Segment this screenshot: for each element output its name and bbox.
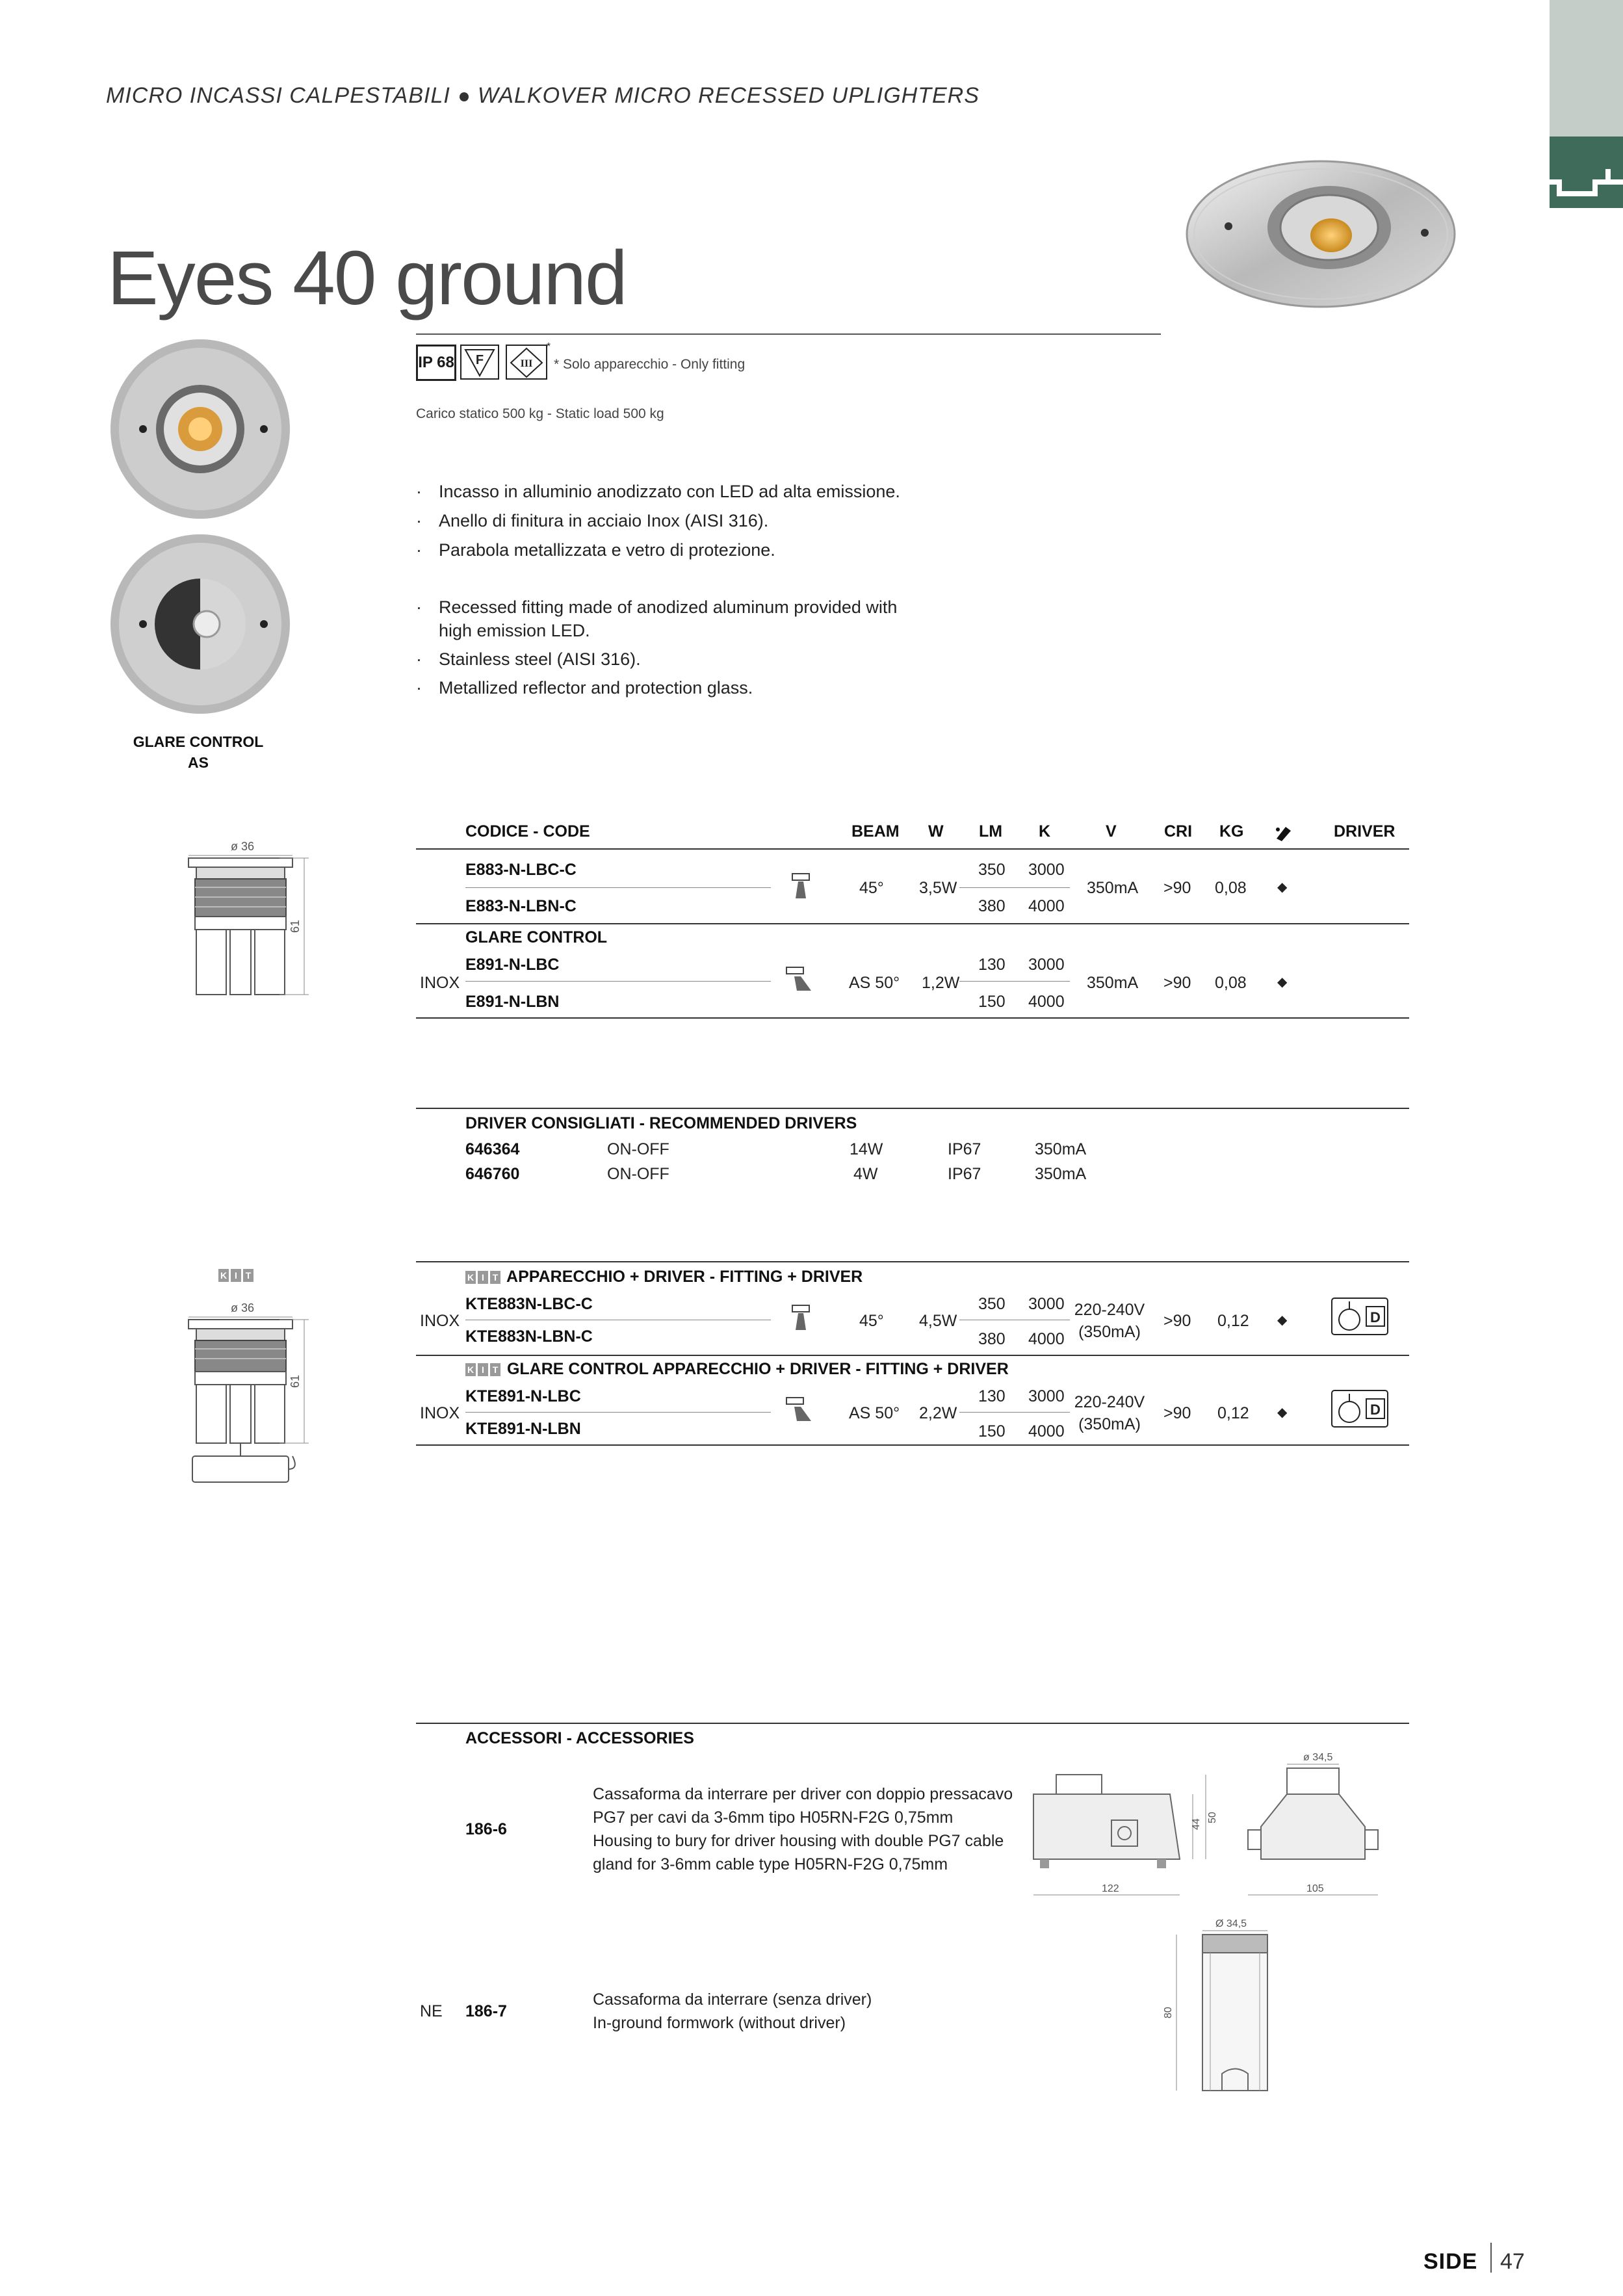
row-split-4 [959, 981, 1070, 982]
code-e883-lbc: E883-N-LBC-C [465, 861, 577, 879]
kit-glare-heading-text: GLARE CONTROL APPARECCHIO + DRIVER - FITTING + DRIVER [506, 1360, 1009, 1378]
bullet-en-3: · Metallized reflector and protection glass. [416, 678, 753, 698]
kit-group-rule [416, 1355, 1409, 1356]
code-kte891-lbn: KTE891-N-LBN [465, 1420, 581, 1438]
lm-380: 380 [978, 897, 1006, 915]
recessed-light-icon [1550, 137, 1623, 208]
kit-k-3000-b: 3000 [1028, 1387, 1065, 1405]
kit-row-split-4 [959, 1412, 1070, 1413]
kit-glare-k: K [465, 1363, 476, 1376]
kit-glare-t: T [490, 1363, 500, 1376]
acc-desc-186-7-l1: Cassaforma da interrare (senza driver) [593, 1990, 872, 2009]
cri-90-b: >90 [1163, 974, 1191, 992]
kit-beam-spot-icon [790, 1304, 812, 1333]
col-beam: BEAM [851, 822, 900, 841]
watt-12: 1,2W [922, 974, 960, 992]
cert-note: * Solo apparecchio - Only fitting [554, 357, 746, 372]
bullet-it-1: · Incasso in alluminio anodizzato con LED ad alta emissione. [416, 482, 900, 501]
accessories-heading: ACCESSORI - ACCESSORIES [465, 1729, 694, 1747]
page-number: 47 [1500, 2249, 1525, 2274]
kit-kg-012-b: 0,12 [1217, 1404, 1249, 1422]
driver-code-1: 646364 [465, 1140, 520, 1158]
kit-k-4000-b: 4000 [1028, 1422, 1065, 1441]
kit-lm-130: 130 [978, 1387, 1006, 1405]
kit-top-rule [416, 1261, 1409, 1262]
watt-35: 3,5W [919, 879, 957, 897]
lm-130: 130 [978, 956, 1006, 974]
k-3000: 3000 [1028, 861, 1065, 879]
kit-beam-as50: AS 50° [849, 1404, 900, 1422]
acc-finish-ne: NE [420, 2002, 443, 2020]
kit-cri-90-b: >90 [1163, 1404, 1191, 1422]
bullet-it-3: · Parabola metallizzata e vetro di protezione. [416, 540, 775, 560]
bullet-it-2-text: Anello di finitura in acciaio Inox (AISI 316). [439, 511, 769, 530]
acc-desc-186-7 [593, 1988, 872, 2035]
code-kte883-lbc: KTE883N-LBC-C [465, 1295, 593, 1313]
lm-150: 150 [978, 993, 1006, 1011]
section-header-it: MICRO INCASSI CALPESTABILI [106, 83, 450, 108]
section-header-en: WALKOVER MICRO RECESSED UPLIGHTERS [477, 83, 980, 108]
product-photo [1183, 150, 1462, 319]
dimmable-mark-b: ◆ [1277, 975, 1288, 989]
v-350ma-b: 350mA [1087, 974, 1139, 992]
driver-badge-1: D [1370, 1309, 1381, 1325]
brand-footer: SIDE [1423, 2249, 1478, 2274]
drawing-height: 61 [289, 919, 302, 933]
driver-included-icon-b [1331, 1390, 1390, 1429]
kit-lm-150: 150 [978, 1422, 1006, 1441]
driver-code-2: 646760 [465, 1165, 520, 1183]
kit-lm-350: 350 [978, 1295, 1006, 1313]
separator-dot-icon [460, 92, 469, 101]
kit-heading-t: T [490, 1271, 500, 1284]
col-k: K [1039, 822, 1051, 841]
k-4000-b: 4000 [1028, 993, 1065, 1011]
bullet-en-1-text: Recessed fitting made of anodized aluminum provided with [439, 597, 898, 617]
kit-beam-asym-icon [785, 1396, 814, 1425]
kit-k-3000: 3000 [1028, 1295, 1065, 1313]
driver-included-icon [1331, 1298, 1390, 1337]
kit-heading [465, 1268, 863, 1286]
kit-lm-380: 380 [978, 1330, 1006, 1348]
code-e891-lbc: E891-N-LBC [465, 956, 560, 974]
table1-header-rule [416, 848, 1409, 850]
driver-ma-2: 350mA [1035, 1165, 1087, 1183]
glare-control-photo [109, 533, 291, 715]
bullet-en-1: · Recessed fitting made of anodized aluminum provided with high emission LED. [416, 597, 898, 640]
k-4000: 4000 [1028, 897, 1065, 915]
kit-heading-k: K [465, 1271, 476, 1284]
driver-type-1: ON-OFF [607, 1140, 669, 1158]
driver-ip-1: IP67 [948, 1140, 981, 1158]
col-code: CODICE - CODE [465, 822, 590, 841]
glare-label-line1: GLARE CONTROL [133, 733, 264, 750]
acc-code-186-6: 186-6 [465, 1820, 507, 1838]
kit-heading-i: I [478, 1271, 488, 1284]
acc-desc-186-6-l4: gland for 3-6mm cable type H05RN-F2G 0,75mm [593, 1855, 948, 1873]
drivers-heading: DRIVER CONSIGLIATI - RECOMMENDED DRIVERS [465, 1114, 857, 1132]
acc-dim-d2: Ø 34,5 [1215, 1918, 1247, 1929]
acc-dim-h1: 44 [1191, 1818, 1202, 1830]
kg-008: 0,08 [1215, 879, 1247, 897]
driver-w-2: 4W [853, 1165, 878, 1183]
lm-350: 350 [978, 861, 1006, 879]
beam-asym-icon [785, 966, 814, 995]
k-3000-b: 3000 [1028, 956, 1065, 974]
bullet-it-2: · Anello di finitura in acciaio Inox (AISI 316). [416, 511, 769, 530]
f-mark-icon [460, 345, 499, 380]
col-cri: CRI [1164, 822, 1193, 841]
acc-desc-186-6 [593, 1782, 1013, 1876]
bullet-en-3-text: Metallized reflector and protection glass. [439, 678, 753, 698]
technical-drawing [175, 839, 318, 1014]
acc-dim-h3: 80 [1163, 2007, 1174, 2018]
kit-voltage-b [1074, 1391, 1145, 1435]
class-iii-icon [506, 341, 552, 380]
bullet-en-1-cont: high emission LED. [439, 621, 590, 640]
kit-voltage-line1: 220-240V [1074, 1301, 1145, 1319]
acc-code-186-7: 186-7 [465, 2002, 507, 2020]
row-split-3 [465, 981, 771, 982]
beam-spot-icon [790, 872, 812, 901]
ip68-icon: IP 68 [416, 345, 456, 381]
glare-label-line2: AS [188, 754, 209, 771]
col-driver: DRIVER [1334, 822, 1396, 841]
kit-i: I [231, 1269, 241, 1282]
driver-ip-2: IP67 [948, 1165, 981, 1183]
acc-dim-l2: 105 [1306, 1883, 1324, 1894]
finish-inox: INOX [420, 974, 460, 992]
bullets-it [416, 477, 900, 565]
code-e891-lbn: E891-N-LBN [465, 993, 560, 1011]
row-split [465, 887, 771, 888]
kit-glare-heading [465, 1360, 1009, 1379]
row-split-2 [959, 887, 1070, 888]
code-kte891-lbc: KTE891-N-LBC [465, 1387, 581, 1405]
drawing-diam: ø 36 [231, 840, 255, 853]
kit-beam-45: 45° [859, 1312, 884, 1330]
kit-watt-45: 4,5W [919, 1312, 957, 1330]
kit-kg-012: 0,12 [1217, 1312, 1249, 1330]
kit-heading-text: APPARECCHIO + DRIVER - FITTING + DRIVER [506, 1268, 863, 1286]
acc-dim-h2: 50 [1207, 1812, 1218, 1823]
kit-technical-drawing [175, 1300, 318, 1515]
page-tab-light [1550, 0, 1623, 137]
dimmable-mark: ◆ [1277, 880, 1288, 894]
kit-t: T [243, 1269, 253, 1282]
svg-text:*: * [546, 341, 551, 352]
col-lm: LM [979, 822, 1003, 841]
col-kg: KG [1219, 822, 1244, 841]
beam-45: 45° [859, 879, 884, 897]
kit-k: K [218, 1269, 229, 1282]
glare-control-heading: GLARE CONTROL [465, 928, 608, 946]
drivers-rule [416, 1108, 1409, 1109]
kit-dimmable-mark: ◆ [1277, 1313, 1288, 1327]
bullet-en-2: · Stainless steel (AISI 316). [416, 649, 641, 669]
static-load: Carico statico 500 kg - Static load 500 kg [416, 406, 664, 421]
acc-desc-186-6-l2: PG7 per cavi da 3-6mm tipo H05RN-F2G 0,75mm [593, 1808, 954, 1827]
kit-voltage-b-line2: (350mA) [1078, 1415, 1141, 1433]
page-tab-dark [1550, 137, 1623, 208]
driver-ma-1: 350mA [1035, 1140, 1087, 1158]
kit-dimmable-mark-b: ◆ [1277, 1405, 1288, 1420]
acc-dim-l1: 122 [1102, 1883, 1119, 1894]
bullet-it-1-text: Incasso in alluminio anodizzato con LED ad alta emissione. [439, 482, 900, 501]
title-rule [416, 333, 1161, 335]
kit-glare-i: I [478, 1363, 488, 1376]
driver-type-2: ON-OFF [607, 1165, 669, 1183]
section-header [106, 83, 980, 109]
footer-divider [1490, 2243, 1492, 2273]
kit-drawing-height: 61 [289, 1374, 302, 1388]
kit-voltage-b-line1: 220-240V [1074, 1393, 1145, 1411]
kit-k-4000: 4000 [1028, 1330, 1065, 1348]
page-title: Eyes 40 ground [107, 235, 627, 321]
col-v: V [1106, 822, 1117, 841]
dimmable-icon [1273, 822, 1293, 842]
kit-watt-22: 2,2W [919, 1404, 957, 1422]
fitting-front-photo [109, 338, 291, 520]
code-kte883-lbn: KTE883N-LBN-C [465, 1327, 593, 1346]
v-350ma: 350mA [1087, 879, 1139, 897]
acc-186-6-drawing [1027, 1749, 1404, 1905]
kit-badge [218, 1269, 255, 1282]
kg-008-b: 0,08 [1215, 974, 1247, 992]
kit-drawing-diam: ø 36 [231, 1301, 255, 1314]
beam-as50: AS 50° [849, 974, 900, 992]
table1-end-rule [416, 1017, 1409, 1019]
acc-desc-186-6-l1: Cassaforma da interrare per driver con doppio pressacavo [593, 1785, 1013, 1803]
cri-90: >90 [1163, 879, 1191, 897]
kit-voltage [1074, 1299, 1145, 1343]
class-iii-label: III [520, 358, 533, 369]
driver-w-1: 14W [850, 1140, 883, 1158]
f-mark-label: F [475, 353, 484, 367]
acc-desc-186-6-l3: Housing to bury for driver housing with double PG7 cable [593, 1832, 1004, 1850]
code-e883-lbn: E883-N-LBN-C [465, 897, 577, 915]
group-rule [416, 923, 1409, 924]
glare-control-label [130, 731, 266, 773]
kit-finish-inox-b: INOX [420, 1404, 460, 1422]
acc-desc-186-7-l2: In-ground formwork (without driver) [593, 2014, 846, 2032]
kit-finish-inox: INOX [420, 1312, 460, 1330]
kit-end-rule [416, 1444, 1409, 1446]
kit-row-split-3 [465, 1412, 771, 1413]
driver-badge-2: D [1370, 1402, 1381, 1418]
acc-186-7-drawing [1157, 1911, 1287, 2106]
bullets-en [416, 595, 897, 699]
kit-cri-90: >90 [1163, 1312, 1191, 1330]
bullet-it-3-text: Parabola metallizzata e vetro di protezione. [439, 540, 775, 560]
bullet-en-2-text: Stainless steel (AISI 316). [439, 649, 641, 669]
kit-voltage-line2: (350mA) [1078, 1323, 1141, 1341]
accessories-rule [416, 1723, 1409, 1724]
acc-dim-d: ø 34,5 [1303, 1752, 1333, 1763]
col-w: W [928, 822, 944, 841]
